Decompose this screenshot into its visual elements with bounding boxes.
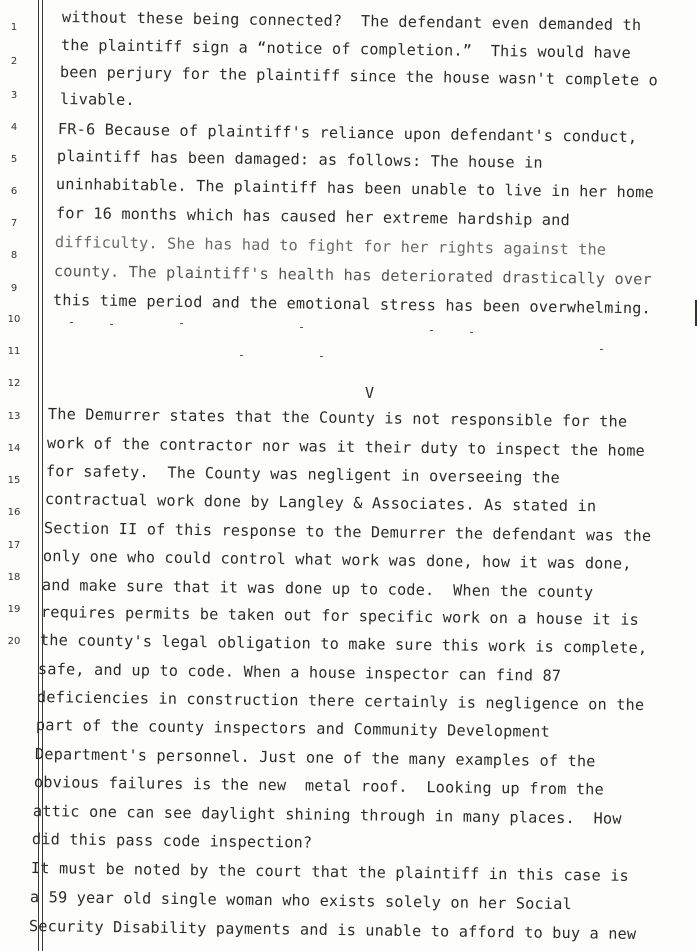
text-line: the county's legal obligation to make sure this work is complete, (39, 631, 648, 657)
text-line: did this pass code inspection? (31, 830, 313, 852)
line-number: 1 (10, 22, 18, 33)
text-line: Department's personnel. Just one of the many examples of the (34, 745, 596, 771)
text-line: only one who could control what work was done, how it was done, (42, 547, 632, 573)
text-line: obvious failures is the new metal roof. Looking up from the (33, 773, 605, 799)
text-line: Security Disability payments and is unable to afford to buy a new (28, 917, 637, 943)
scan-speck (300, 327, 303, 328)
text-line: and make sure that it was done up to code. When the county (41, 576, 594, 602)
text-line: for safety. The County was negligent in overseeing the (45, 462, 560, 487)
text-line: without these being connected? The defendant even demanded th (61, 8, 642, 35)
line-number: 10 (7, 314, 21, 325)
text-line: difficulty. She has had to fight for her rights against the (54, 233, 607, 259)
text-line: The Demurrer states that the County is not responsible for the (47, 405, 628, 431)
text-line: livable. (59, 90, 135, 110)
text-line: uninhabitable. The plaintiff has been unable to live in her home (55, 175, 655, 202)
line-number: 11 (7, 346, 21, 357)
text-line: this time period and the emotional stress has been overwhelming. (52, 291, 652, 318)
line-number: 5 (10, 154, 18, 165)
line-number: 17 (7, 540, 21, 551)
text-line: work of the contractor nor was it their duty to inspect the home (46, 434, 646, 460)
line-number: 2 (10, 56, 18, 67)
line-number: 7 (10, 218, 18, 229)
text-line: attic one can see daylight shining through in many places. How (32, 802, 622, 828)
text-line: been perjury for the plaintiff since the house wasn't complete o (59, 63, 659, 90)
text-line: requires permits be taken out for specific work on a house it is (40, 603, 640, 629)
line-number: 12 (7, 378, 21, 389)
line-number: 6 (10, 186, 18, 197)
line-number: 4 (10, 122, 18, 133)
scan-speck (240, 355, 243, 356)
line-number: 13 (7, 411, 21, 422)
line-number: 15 (7, 475, 21, 486)
text-line: the plaintiff sign a “notice of completion.” This would have (60, 36, 632, 62)
scan-speck (70, 322, 73, 323)
text-line: a 59 year old single woman who exists solely on her Social (29, 888, 573, 914)
text-line: Section II of this response to the Demurrer the defendant was the (43, 519, 652, 545)
line-number: 14 (7, 443, 21, 454)
text-line: FR-6 Because of plaintiff's reliance upon defendant's conduct, (57, 120, 638, 147)
scan-speck (320, 356, 323, 357)
line-number: 9 (10, 283, 18, 294)
scan-speck (470, 332, 473, 333)
text-line: part of the county inspectors and Community Development (35, 716, 550, 741)
line-number: 18 (7, 572, 21, 583)
text-line: safe, and up to code. When a house inspector can find 87 (37, 660, 562, 685)
line-number: 8 (10, 250, 18, 261)
text-line: deficiencies in construction there certainly is negligence on the (36, 688, 645, 714)
scan-speck (600, 349, 603, 350)
scan-speck (110, 324, 113, 325)
text-line: contractual work done by Langley & Associates. As stated in (44, 490, 597, 516)
line-number: 16 (7, 507, 21, 518)
line-number: 19 (7, 604, 21, 615)
scan-speck (180, 323, 183, 324)
section-heading: V (365, 384, 375, 402)
text-line: plaintiff has been damaged: as follows: The house in (56, 147, 543, 172)
line-number: 20 (7, 636, 21, 647)
scan-speck (430, 330, 433, 331)
text-line: It must be noted by the court that the plaintiff in this case is (30, 859, 630, 885)
text-line: county. The plaintiff's health has deteriorated drastically over (53, 262, 653, 289)
text-line: for 16 months which has caused her extreme hardship and (55, 204, 570, 230)
line-number: 3 (10, 90, 18, 101)
